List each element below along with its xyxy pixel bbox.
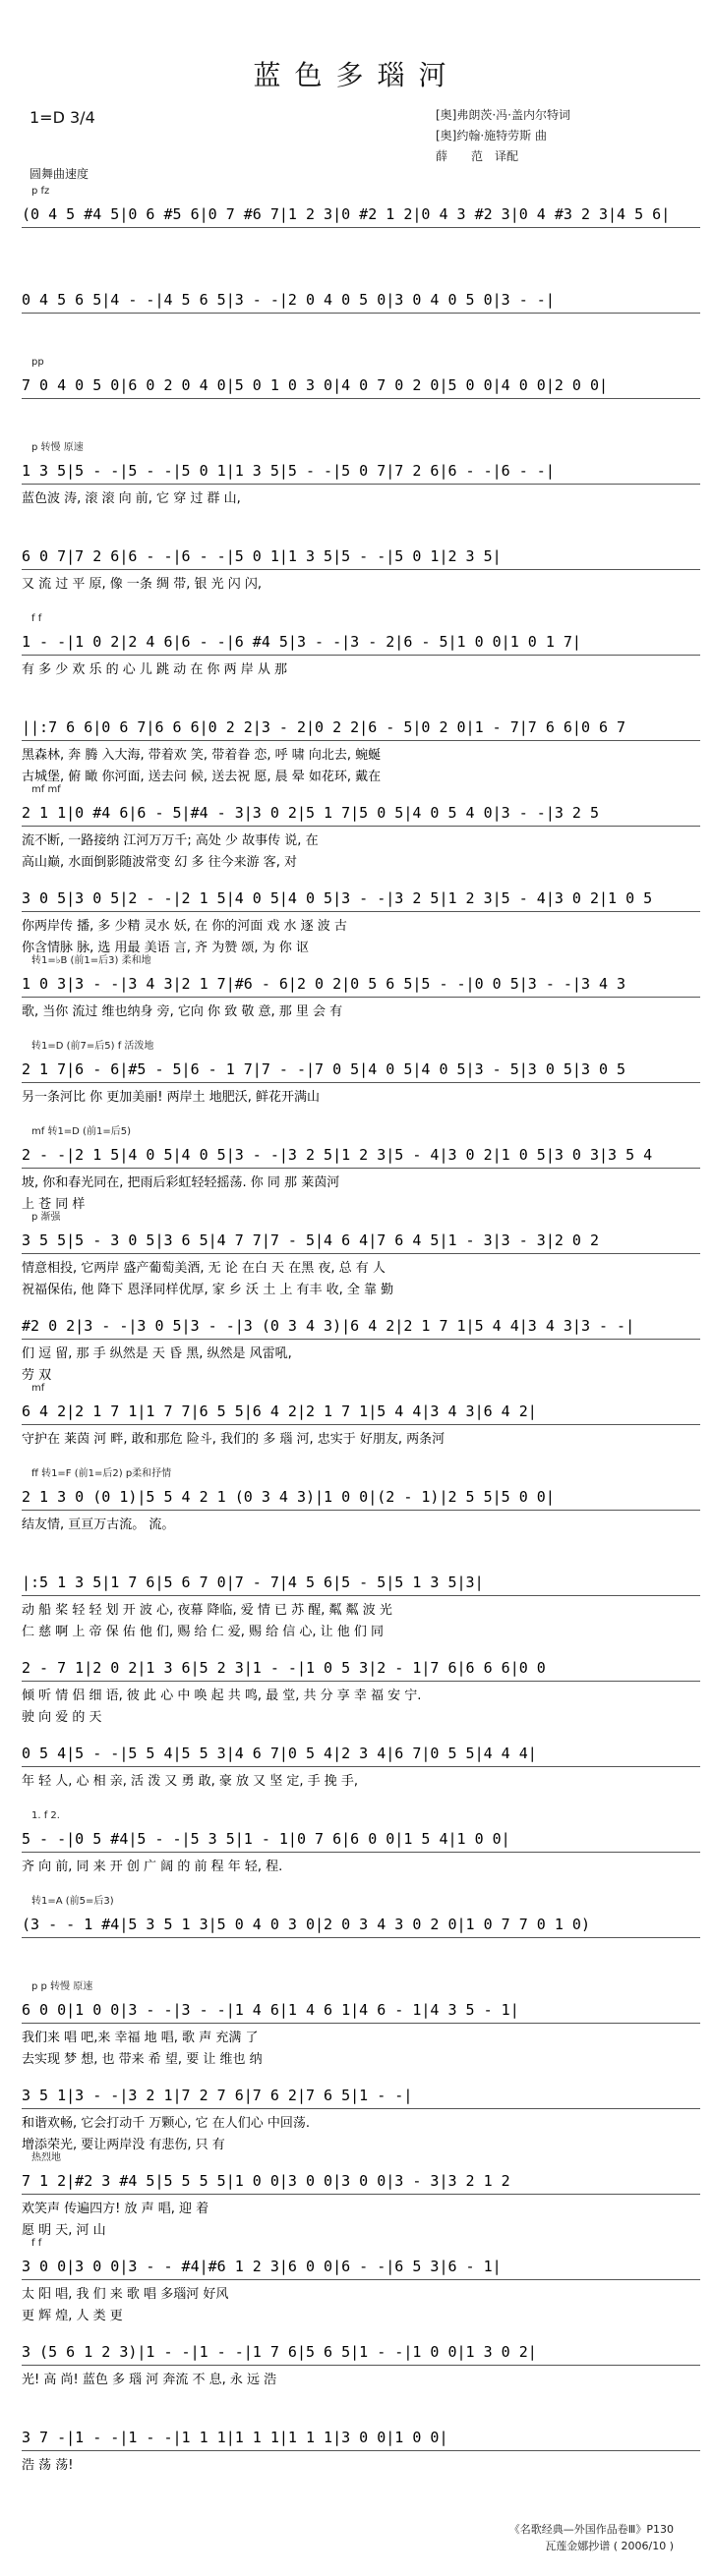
notation-system [0, 1895, 713, 1991]
dynamics-marks: mf 转1=D (前1=后5) [31, 1126, 131, 1137]
dynamics-marks: mf [31, 1383, 45, 1394]
dynamics-marks: 转1=A (前5=后3) [31, 1896, 114, 1907]
lyric-line-2: 祝福保佑, 他 降下 恩泽同样优厚, 家 乡 沃 土 上 有丰 收, 全 靠 勤 [22, 1283, 394, 1297]
dynamics-marks: p 渐强 [31, 1212, 61, 1223]
notation-system [0, 1296, 713, 1393]
lyric-line-2: 仁 慈 啊 上 帝 保 佑 他 们, 赐 给 仁 爱, 赐 给 信 心, 让 他 们 同 [22, 1625, 385, 1639]
dynamics-marks: mf mf [31, 784, 61, 795]
notation-system [0, 1980, 713, 2077]
lyric-line-2 [22, 2478, 700, 2499]
dynamics-marks [31, 698, 700, 717]
credit-composer: [奥]约翰·施特劳斯 曲 [436, 129, 547, 143]
jianpu-notes: 0 4 5 6 5|4 - -|4 5 6 5|3 - -|2 0 4 0 5 0|3 0 4 0 5 0|3 - -| [22, 291, 555, 309]
dynamics-marks [31, 1724, 700, 1744]
lyric-line-1: 光! 高 尚! 蓝色 多 瑙 河 奔流 不 息, 永 远 浩 [22, 2373, 277, 2387]
jianpu-notes: 2 1 7|6 - 6|#5 - 5|6 - 1 7|7 - -|7 0 5|4 0 5|4 0 5|3 - 5|3 0 5|3 0 5 [22, 1060, 626, 1078]
dynamics-marks: 转1=♭B (前1=后3) 柔和地 [31, 955, 151, 966]
lyric-line-1: 和谐欢畅, 它会打动千 万颗心, 它 在人们心 中回荡. [22, 2116, 311, 2131]
dynamics-marks [31, 1296, 700, 1316]
beam-line [22, 2450, 700, 2451]
song-title: 蓝色多瑙河 [253, 59, 460, 91]
lyric-line-1: 又 流 过 平 原, 像 一条 绸 带, 银 光 闪 闪, [22, 577, 262, 592]
lyric-line-1: 们 逗 留, 那 手 纵然是 天 昏 黑, 纵然是 风雷吼, [22, 1346, 292, 1361]
jianpu-notes: 2 - 7 1|2 0 2|1 3 6|5 2 3|1 - -|1 0 5 3|2 - 1|7 6|6 6 6|0 0 [22, 1659, 546, 1677]
beam-line [22, 997, 700, 998]
lyric-line-1: 齐 向 前, 同 来 开 创 广 阔 的 前 程 年 轻, 程. [22, 1860, 283, 1874]
lyric-line-1: 我们来 唱 吧,来 幸福 地 唱, 歌 声 充满 了 [22, 2031, 259, 2045]
jianpu-notes: 0 5 4|5 - -|5 5 4|5 5 3|4 6 7|0 5 4|2 3 4|6 7|0 5 5|4 4 4| [22, 1745, 537, 1762]
lyric-line-2: 上 苍 同 样 [22, 1197, 86, 1212]
dynamics-marks: f f [31, 2238, 42, 2249]
tempo-marking: 圆舞曲速度 [30, 167, 89, 181]
dynamics-marks: 转1=D (前7=后5) f 活泼地 [31, 1041, 154, 1052]
lyric-line-2: 去实现 梦 想, 也 带来 希 望, 要 让 维也 纳 [22, 2052, 263, 2067]
notation-system [0, 1467, 713, 1564]
beam-line [22, 1510, 700, 1511]
lyric-line-2: 驶 向 爱 的 天 [22, 1710, 102, 1725]
beam-line [22, 826, 700, 827]
lyric-line-1: 太 阳 唱, 我 们 来 歌 唱 多瑙河 好风 [22, 2287, 229, 2302]
beam-line [22, 398, 700, 399]
jianpu-notes: 3 5 1|3 - -|3 2 1|7 2 7 6|7 6 2|7 6 5|1 - -| [22, 2087, 413, 2104]
jianpu-notes: ||:7 6 6|0 6 7|6 6 6|0 2 2|3 - 2|0 2 2|6 - 5|0 2 0|1 - 7|7 6 6|0 6 7 [22, 718, 626, 736]
dynamics-marks: p 转慢 原速 [31, 442, 84, 453]
beam-line [22, 2365, 700, 2366]
lyric-line-1: 歌, 当你 流过 维也纳身 旁, 它向 你 致 敬 意, 那 里 会 有 [22, 1004, 343, 1019]
lyric-line-1: 年 轻 人, 心 相 亲, 活 泼 又 勇 敢, 豪 放 又 坚 定, 手 挽 手, [22, 1774, 359, 1789]
notation-system [0, 1040, 713, 1136]
notation-system [0, 2237, 713, 2333]
lyric-line-2: 愿 明 天, 河 山 [22, 2223, 106, 2238]
jianpu-notes: 2 1 3 0 (0 1)|5 5 4 2 1 (0 3 4 3)|1 0 0|(2 - 1)|2 5 5|5 0 0| [22, 1488, 555, 1506]
notation-system [0, 441, 713, 538]
key-signature: 1=D 3/4 [30, 108, 95, 127]
beam-line [22, 1766, 700, 1767]
dynamics-marks: f f [31, 613, 42, 624]
lyric-line-1: 流不断, 一路接纳 江河万万千; 高处 少 故事传 说, 在 [22, 833, 319, 848]
jianpu-notes: |:5 1 3 5|1 7 6|5 6 7 0|7 - 7|4 5 6|5 - 5|5 1 3 5|3| [22, 1574, 484, 1591]
jianpu-notes: 6 0 0|1 0 0|3 - -|3 - -|1 4 6|1 4 6 1|4 6 - 1|4 3 5 - 1| [22, 2001, 519, 2019]
jianpu-notes: 1 3 5|5 - -|5 - -|5 0 1|1 3 5|5 - -|5 0 7|7 2 6|6 - -|6 - -| [22, 462, 555, 480]
jianpu-notes: 6 4 2|2 1 7 1|1 7 7|6 5 5|6 4 2|2 1 7 1|5 4 4|3 4 3|6 4 2| [22, 1402, 537, 1420]
jianpu-notes: 7 0 4 0 5 0|6 0 2 0 4 0|5 0 1 0 3 0|4 0 7 0 2 0|5 0 0|4 0 0|2 0 0| [22, 376, 609, 394]
lyric-line-1: 坡, 你和春光同在, 把雨后彩虹轻轻摇荡. 你 同 那 莱茵河 [22, 1175, 340, 1190]
jianpu-notes: 1 0 3|3 - -|3 4 3|2 1 7|#6 - 6|2 0 2|0 5 6 5|5 - -|0 0 5|3 - -|3 4 3 [22, 975, 626, 993]
dynamics-marks: 1. f 2. [31, 1810, 60, 1821]
jianpu-notes: 3 7 -|1 - -|1 - -|1 1 1|1 1 1|1 1 1|3 0 0|1 0 0| [22, 2429, 448, 2446]
jianpu-notes: 6 0 7|7 2 6|6 - -|6 - -|5 0 1|1 3 5|5 - -|5 0 1|2 3 5| [22, 547, 502, 565]
notation-system [0, 1724, 713, 1820]
jianpu-notes: 7 1 2|#2 3 #4 5|5 5 5 5|1 0 0|3 0 0|3 0 0|3 - 3|3 2 1 2 [22, 2172, 510, 2190]
beam-line [22, 1424, 700, 1425]
beam-line [22, 1082, 700, 1083]
notation-system [0, 2408, 713, 2504]
notation-system [0, 2151, 713, 2248]
dynamics-marks: p p 转慢 原速 [31, 1981, 93, 1992]
beam-line [22, 1681, 700, 1682]
footer [398, 2521, 674, 2554]
lyric-line-1: 你两岸传 播, 多 少精 灵水 妖, 在 你的河面 戏 水 逐 波 古 [22, 919, 347, 934]
lyric-line-1 [22, 1943, 700, 1965]
beam-line [22, 655, 700, 656]
beam-line [22, 740, 700, 741]
dynamics-marks [31, 1553, 700, 1573]
beam-line [22, 1852, 700, 1853]
lyric-line-1 [22, 318, 700, 340]
notation-system [0, 270, 713, 367]
notation-system [0, 1553, 713, 1649]
lyric-line-2: 更 辉 煌, 人 类 更 [22, 2309, 123, 2323]
lyric-line-1: 浩 荡 荡! [22, 2458, 74, 2473]
dynamics-marks: 热烈地 [31, 2152, 61, 2163]
dynamics-marks [31, 2408, 700, 2428]
lyric-line-1: 倾 听 情 侣 细 语, 彼 此 心 中 唤 起 共 鸣, 最 堂, 共 分 享 幸 福 安 宁. [22, 1689, 422, 1703]
dynamics-marks [31, 2322, 700, 2342]
dynamics-marks: pp [31, 357, 44, 368]
notation-system [0, 1809, 713, 1906]
notation-system [0, 612, 713, 709]
jianpu-notes: 3 (5 6 1 2 3)|1 - -|1 - -|1 7 6|5 6 5|1 - -|1 0 0|1 3 0 2| [22, 2343, 537, 2361]
lyric-line-1: 蓝色波 涛, 滚 滚 向 前, 它 穿 过 群 山, [22, 491, 241, 506]
notation-system [0, 869, 713, 965]
notation-system [0, 2322, 713, 2419]
lyric-line-1: 情意相投, 它两岸 盛产葡萄美酒, 无 论 在白 天 在黑 夜, 总 有 人 [22, 1261, 386, 1276]
jianpu-notes: 3 0 0|3 0 0|3 - - #4|#6 1 2 3|6 0 0|6 - -|6 5 3|6 - 1| [22, 2258, 502, 2275]
jianpu-notes: 3 5 5|5 - 3 0 5|3 6 5|4 7 7|7 - 5|4 6 4|7 6 4 5|1 - 3|3 - 3|2 0 2 [22, 1231, 599, 1249]
notation-system [0, 783, 713, 880]
beam-line [22, 911, 700, 912]
lyric-line-2: 劳 双 [22, 1368, 52, 1383]
notation-system [0, 1125, 713, 1222]
dynamics-marks: p fz [31, 186, 50, 197]
beam-line [22, 2108, 700, 2109]
beam-line [22, 313, 700, 314]
credit-lyricist: [奥]弗朗茨·冯·盖内尔特词 [436, 108, 570, 122]
beam-line [22, 484, 700, 485]
beam-line [22, 227, 700, 228]
notation-system [0, 356, 713, 452]
lyric-line-1: 动 船 桨 轻 轻 划 开 波 心, 夜幕 降临, 爱 情 已 苏 醒, 粼 粼 波 光 [22, 1603, 392, 1618]
beam-line [22, 1168, 700, 1169]
notation-system [0, 698, 713, 794]
jianpu-notes: (3 - - 1 #4|5 3 5 1 3|5 0 4 0 3 0|2 0 3 4 3 0 2 0|1 0 7 7 0 1 0) [22, 1916, 590, 1933]
dynamics-marks [31, 1638, 700, 1658]
lyric-line-2: 古城堡, 俯 瞰 你河面, 送去问 候, 送去祝 愿, 晨 晕 如花环, 戴在 [22, 770, 382, 784]
notation-system [0, 954, 713, 1051]
beam-line [22, 1937, 700, 1938]
lyric-line-1 [22, 233, 700, 255]
beam-line [22, 2194, 700, 2195]
beam-line [22, 1595, 700, 1596]
jianpu-notes: 2 1 1|0 #4 6|6 - 5|#4 - 3|3 0 2|5 1 7|5 0 5|4 0 5 4 0|3 - -|3 2 5 [22, 804, 599, 822]
jianpu-notes: (0 4 5 #4 5|0 6 #5 6|0 7 #6 7|1 2 3|0 #2 1 2|0 4 3 #2 3|0 4 #3 2 3|4 5 6| [22, 205, 671, 223]
notation-system [0, 1638, 713, 1735]
notation-system [0, 1382, 713, 1478]
lyric-line-1 [22, 404, 700, 426]
lyric-line-1: 另一条河比 你 更加美丽! 两岸土 地肥沃, 鲜花开满山 [22, 1090, 321, 1105]
dynamics-marks [31, 527, 700, 546]
notation-system [0, 1211, 713, 1307]
lyric-line-1: 黑森林, 奔 腾 入大海, 带着欢 笑, 带着眷 恋, 呼 啸 向北去, 蜿蜒 [22, 748, 382, 763]
credit-translator: 薛 范 译配 [436, 149, 519, 163]
lyric-line-1: 有 多 少 欢 乐 的 心 儿 跳 动 在 你 两 岸 从 那 [22, 662, 287, 677]
credits [436, 105, 691, 167]
notation-system [0, 527, 713, 623]
beam-line [22, 1253, 700, 1254]
lyric-line-1: 守护在 莱茵 河 畔, 敢和那危 险斗, 我们的 多 瑙 河, 忠实于 好朋友, 两条河 [22, 1432, 446, 1447]
lyric-line-2: 增添荣光, 要让两岸没 有悲伤, 只 有 [22, 2138, 225, 2152]
lyric-line-1: 结友情, 亘亘万古流。 流。 [22, 1517, 175, 1532]
jianpu-notes: 1 - -|1 0 2|2 4 6|6 - -|6 #4 5|3 - -|3 - 2|6 - 5|1 0 0|1 0 1 7| [22, 633, 581, 651]
beam-line [22, 2023, 700, 2024]
footer-source: 《名歌经典—外国作品卷Ⅲ》P130 [508, 2523, 674, 2536]
notation-system [0, 2066, 713, 2162]
lyric-line-1: 欢笑声 传遍四方! 放 声 唱, 迎 着 [22, 2202, 209, 2216]
jianpu-notes: 5 - -|0 5 #4|5 - -|5 3 5|1 - 1|0 7 6|6 0 0|1 5 4|1 0 0| [22, 1830, 510, 1848]
dynamics-marks [31, 2066, 700, 2086]
beam-line [22, 569, 700, 570]
notation-system [0, 185, 713, 281]
dynamics-marks [31, 869, 700, 888]
lyric-line-2: 高山巅, 水面倒影随波常变 幻 多 往今来游 客, 对 [22, 855, 298, 870]
dynamics-marks: ff 转1=F (前1=后2) p柔和抒情 [31, 1468, 172, 1479]
lyric-line-2: 你含情脉 脉, 选 用最 美语 言, 齐 为赞 颂, 为 你 讴 [22, 941, 309, 955]
beam-line [22, 2279, 700, 2280]
dynamics-marks [31, 270, 700, 290]
footer-copyist: 瓦莲金娜抄谱 ( 2006/10 ) [545, 2540, 674, 2552]
jianpu-notes: #2 0 2|3 - -|3 0 5|3 - -|3 (0 3 4 3)|6 4 2|2 1 7 1|5 4 4|3 4 3|3 - -| [22, 1317, 635, 1335]
jianpu-notes: 3 0 5|3 0 5|2 - -|2 1 5|4 0 5|4 0 5|3 - -|3 2 5|1 2 3|5 - 4|3 0 2|1 0 5 [22, 889, 653, 907]
jianpu-notes: 2 - -|2 1 5|4 0 5|4 0 5|3 - -|3 2 5|1 2 3|5 - 4|3 0 2|1 0 5|3 0 3|3 5 4 [22, 1146, 653, 1164]
beam-line [22, 1339, 700, 1340]
